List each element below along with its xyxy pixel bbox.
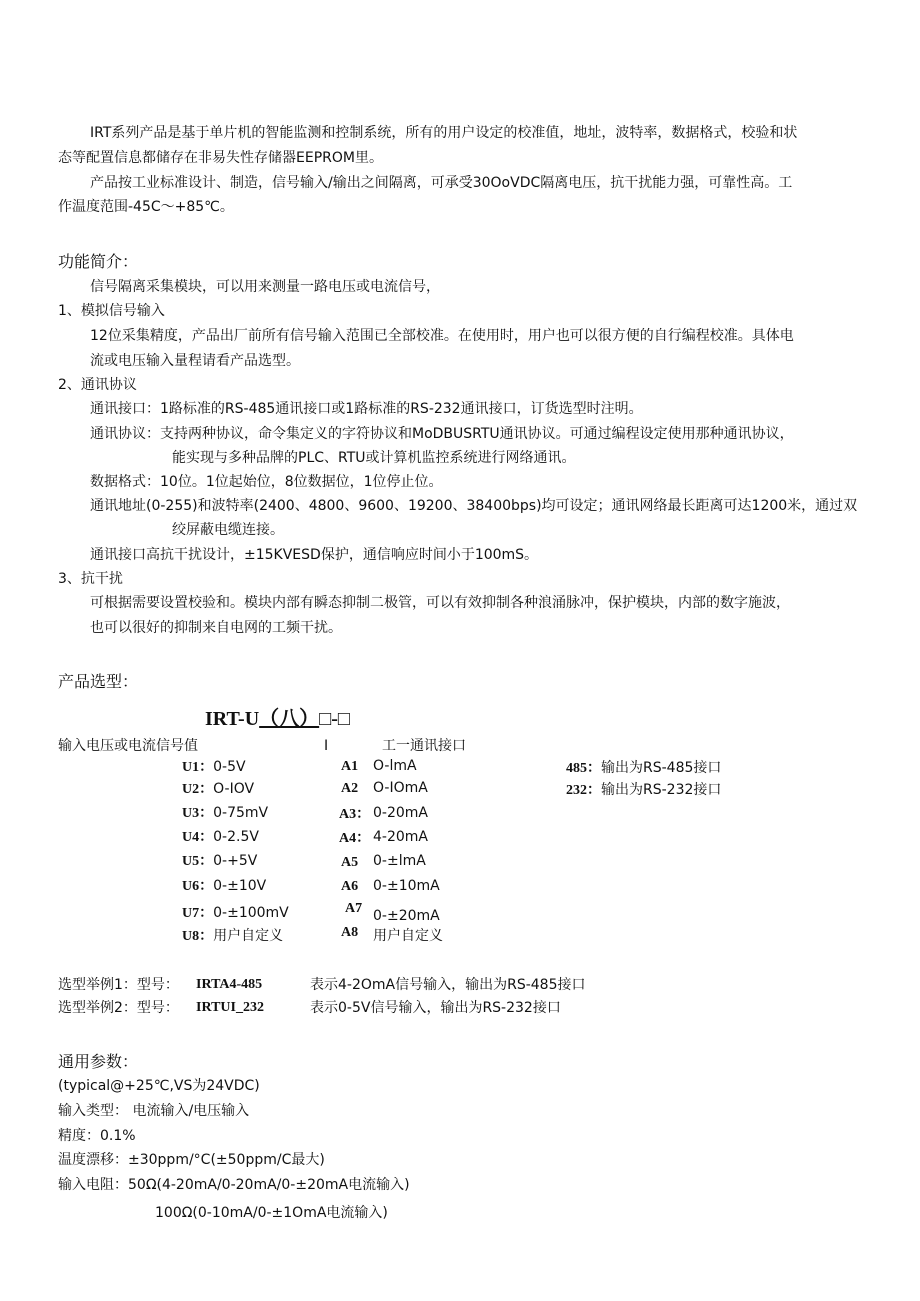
comm-interface-text: 通讯接口：1路标准的RS-485通讯接口或1路标准的RS-232通讯接口，订货选型时注明。 xyxy=(90,401,643,417)
a-code: A1 xyxy=(341,759,359,774)
comm-value: 输出为RS-485接口 xyxy=(601,760,722,776)
a-value: O-lmA xyxy=(373,758,417,774)
intro-paragraph-2-line-1: 产品按工业标准设计、制造，信号输入/输出之间隔离，可承受30OoVDC隔离电压，抗干扰能力强，可靠性高。工 xyxy=(90,175,793,191)
a-code: A4： xyxy=(339,831,371,846)
u-item xyxy=(182,757,246,778)
u-value: 0-2.5V xyxy=(213,829,259,845)
u-item xyxy=(182,779,254,800)
comm-address-line-2: 绞屏蔽电缆连接。 xyxy=(172,522,284,538)
u-value: 0-+5V xyxy=(213,853,258,869)
example-1-label: 选型举例1：型号： xyxy=(58,977,179,993)
a-code: A6 xyxy=(341,879,359,894)
data-format-text: 数据格式：10位。1位起始位，8位数据位，1位停止位。 xyxy=(90,474,443,490)
u-code: U2： xyxy=(182,782,214,797)
comm-item xyxy=(566,780,721,801)
comm-item xyxy=(566,758,721,779)
a-value: 0-±lmA xyxy=(373,853,426,869)
intro-paragraph-2-line-2: 作温度范围-45C～+85℃。 xyxy=(58,199,234,215)
features-heading: 功能简介： xyxy=(58,252,139,271)
u-code: U7： xyxy=(182,906,214,921)
u-item xyxy=(182,903,289,924)
params-heading: 通用参数： xyxy=(58,1052,139,1071)
u-item xyxy=(182,827,259,848)
u-code: U1： xyxy=(182,760,214,775)
a-value: O-IOmA xyxy=(373,780,428,796)
a-value: 0-20mA xyxy=(373,805,428,821)
u-value: 0-75mV xyxy=(213,805,269,821)
u-code: U5： xyxy=(182,854,214,869)
features-summary: 信号隔离采集模块，可以用来测量一路电压或电流信号， xyxy=(90,279,440,295)
comm-code: 232： xyxy=(566,783,601,798)
a-code: A3： xyxy=(339,807,371,822)
comm-value: 输出为RS-232接口 xyxy=(601,782,722,798)
label-divider: I xyxy=(324,738,329,754)
input-resistance-line-1: 输入电阻：50Ω(4-20mA/0-20mA/0-±20mA电流输入) xyxy=(58,1177,410,1193)
u-value: 0-±10V xyxy=(213,878,267,894)
section-1-title: 1、模拟信号输入 xyxy=(58,303,165,319)
temperature-drift: 温度漂移：±30ppm/°C(±50ppm/C最大) xyxy=(58,1152,325,1168)
u-code: U4： xyxy=(182,830,214,845)
section-1-line-1: 12位采集精度，产品出厂前所有信号输入范围已全部校准。在使用时，用户也可以很方便的自行编程校准。具体电 xyxy=(90,328,794,344)
u-value: 用户自定义 xyxy=(213,928,284,944)
example-2-model: IRTUI_232 xyxy=(196,1000,264,1015)
u-item xyxy=(182,851,257,872)
u-value: 0-±100mV xyxy=(213,905,289,921)
u-code: U8： xyxy=(182,929,214,944)
example-2-label: 选型举例2：型号： xyxy=(58,1000,179,1016)
u-code: U6： xyxy=(182,879,214,894)
section-3-title: 3、抗干扰 xyxy=(58,571,123,587)
input-resistance-line-2: 100Ω(0-10mA/0-±1OmA电流输入) xyxy=(155,1205,388,1221)
comm-address-line-1: 通讯地址(0-255)和波特率(2400、4800、9600、19200、38400bps)均可设定；通讯网络最长距离可达1200米，通过双 xyxy=(90,498,858,514)
comm-protocol-line-2: 能实现与多种品牌的PLC、RTU或计算机监控系统进行网络通讯。 xyxy=(172,450,576,466)
section-1-line-2: 流或电压输入量程请看产品选型。 xyxy=(90,353,300,369)
model-code xyxy=(205,706,350,732)
u-value: O-IOV xyxy=(213,781,255,797)
a-code: A7 xyxy=(345,901,363,916)
accuracy: 精度：0.1% xyxy=(58,1128,136,1144)
section-3-line-1: 可根据需要设置校验和。模块内部有瞬态抑制二极管，可以有效抑制各种浪涌脉冲，保护模块，内部的数字施波， xyxy=(90,595,790,611)
section-2-title: 2、通讯协议 xyxy=(58,377,137,393)
a-value: 4-20mA xyxy=(373,829,428,845)
model-underlined-part: （八） xyxy=(259,708,320,730)
comm-code: 485： xyxy=(566,761,601,776)
a-value: 用户自定义 xyxy=(373,928,443,944)
example-1-model: IRTA4-485 xyxy=(196,977,263,992)
u-item xyxy=(182,926,283,947)
a-value: 0-±10mA xyxy=(373,878,440,894)
example-1-desc: 表示4-2OmA信号输入，输出为RS-485接口 xyxy=(310,977,586,993)
u-item xyxy=(182,803,268,824)
input-signal-label: 输入电压或电流信号值 xyxy=(58,738,198,754)
comm-protocol-line-1: 通讯协议：支持两种协议，命令集定义的字符协议和MoDBUSRTU通讯协议。可通过编程设定使用那种通讯协议， xyxy=(90,426,794,442)
u-value: 0-5V xyxy=(213,759,246,775)
intro-paragraph-1-line-1: IRT系列产品是基于单片机的智能监测和控制系统，所有的用户设定的校准值，地址，波特率，数据格式，校验和状 xyxy=(90,125,798,141)
model-prefix: IRT-U xyxy=(205,708,260,730)
selection-heading: 产品选型： xyxy=(58,672,139,691)
a-value: 0-±20mA xyxy=(373,908,440,924)
typical-conditions: (typical@+25℃,VS为24VDC) xyxy=(58,1078,260,1094)
input-type: 输入类型： 电流输入/电压输入 xyxy=(58,1103,250,1119)
section-3-line-2: 也可以很好的抑制来自电网的工频干扰。 xyxy=(90,620,342,636)
example-2-desc: 表示0-5V信号输入，输出为RS-232接口 xyxy=(310,1000,561,1016)
a-code: A2 xyxy=(341,781,359,796)
u-item xyxy=(182,876,266,897)
intro-paragraph-1-line-2: 态等配置信息都储存在非易失性存储器EEPROM里。 xyxy=(58,150,383,166)
u-code: U3： xyxy=(182,806,214,821)
a-code: A8 xyxy=(341,925,359,940)
a-code: A5 xyxy=(341,855,359,870)
comm-interface-label: 工一通讯接口 xyxy=(382,738,466,754)
model-suffix: □-□ xyxy=(319,708,350,730)
emi-protection-text: 通讯接口高抗干扰设计，±15KVESD保护，通信响应时间小于100mS。 xyxy=(90,547,539,563)
